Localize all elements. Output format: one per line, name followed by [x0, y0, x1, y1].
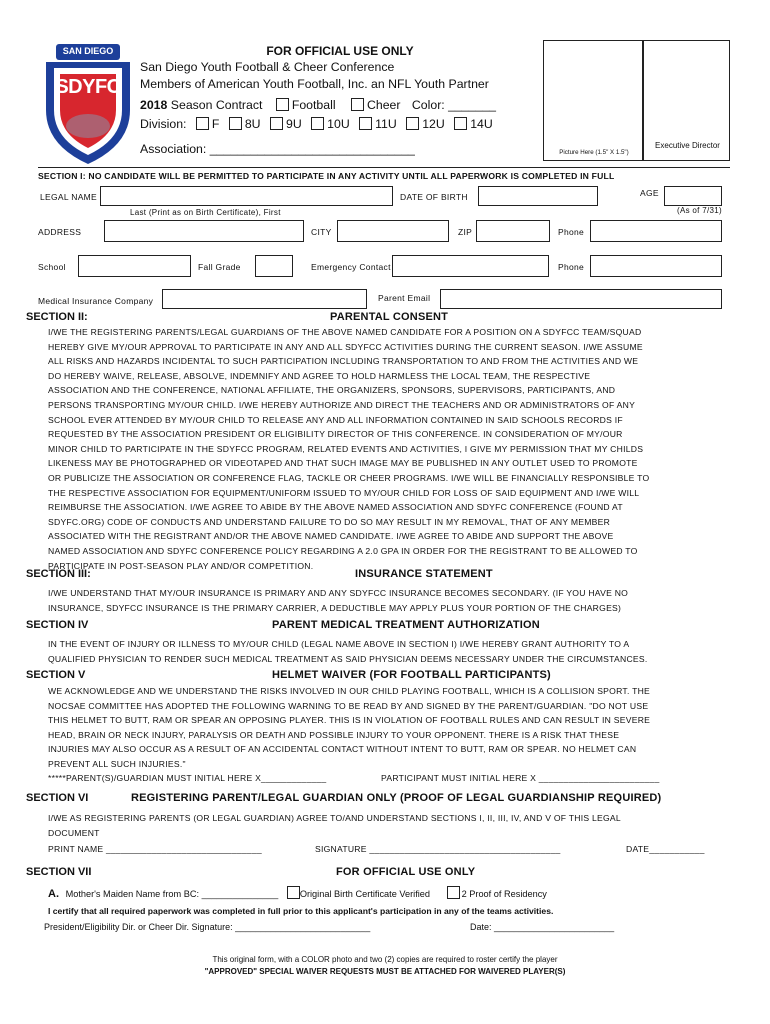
text-line: THIS HELMET TO BUTT, RAM OR SPEAR AN OPPOSING PLAYER. THIS IS IN VIOLATION OF FOOTBALL RULES AND CAN RESULT IN SEVERE — [48, 715, 651, 726]
city-input[interactable] — [337, 220, 449, 242]
dob-input[interactable] — [478, 186, 598, 206]
fall-grade-input[interactable] — [255, 255, 293, 277]
section4-text — [48, 637, 726, 666]
footer-line1: This original form, with a COLOR photo and two (2) copies are required to roster certify the player — [212, 955, 558, 964]
section4-title: PARENT MEDICAL TREATMENT AUTHORIZATION — [272, 619, 540, 631]
phone-input[interactable] — [590, 220, 722, 242]
division-label: Division: — [140, 117, 187, 131]
parent-email-input[interactable] — [440, 289, 722, 309]
certify-statement: I certify that all required paperwork was completed in full prior to this applicant's participation in any of the teams activities. — [48, 906, 554, 916]
text-line: ASSOCIATED WITH THE REGISTRANT AND/OR THE ABOVE NAMED CANDIDATE. I/WE AGREE TO ABIDE AND SUPPORT THE ABOVE — [48, 531, 614, 542]
division-11u-checkbox[interactable] — [359, 117, 372, 130]
conference-name: San Diego Youth Football & Cheer Conference — [140, 60, 395, 74]
football-checkbox[interactable] — [276, 98, 289, 111]
section3-label: SECTION III: — [26, 568, 91, 580]
phone-label: Phone — [558, 227, 585, 237]
section1-heading: SECTION I: NO CANDIDATE WILL BE PERMITTED TO PARTICIPATE IN ANY ACTIVITY UNTIL ALL PAPERWORK IS COMPLETED IN FULL — [38, 171, 615, 181]
text-line: DOCUMENT — [48, 827, 100, 838]
picture-box[interactable] — [543, 40, 643, 161]
text-line: INSURANCE, SDYFCC INSURANCE IS THE PRIMARY CARRIER, A DEDUCTIBLE MAY APPLY PLUS YOUR PORTION OF THE CHARGES) — [48, 602, 622, 613]
section6-text — [48, 811, 726, 840]
maiden-name-field[interactable]: Mother's Maiden Name from BC: _______________ — [65, 889, 279, 899]
color-field[interactable]: Color: _______ — [411, 98, 496, 112]
age-input[interactable] — [664, 186, 722, 206]
division-8u-label: 8U — [244, 117, 261, 131]
text-line: ASSOCIATION AND THE CONFERENCE, NATIONAL AFFILIATE, THE ORGANIZERS, SPONSORS, SUPERVISORS, PARTICIPANTS, AND — [48, 385, 616, 396]
division-14u-checkbox[interactable] — [454, 117, 467, 130]
section7-label: SECTION VII — [26, 866, 92, 878]
division-8u-checkbox[interactable] — [229, 117, 242, 130]
text-line: PARTICIPATE IN POST-SEASON PLAY AND/OR COMPETITION. — [48, 560, 314, 571]
footer-line2: "APPROVED" SPECIAL WAIVER REQUESTS MUST BE ATTACHED FOR WAIVERED PLAYER(S) — [204, 967, 566, 976]
section2-label: SECTION II: — [26, 311, 88, 323]
text-line: HEAD, BRAIN OR NECK INJURY, PARALYSIS OR DEATH AND POSSIBLE INJURY TO YOUR OPPONENT. THERE IS A RISK THAT THESE — [48, 729, 620, 740]
section2-title: PARENTAL CONSENT — [330, 311, 449, 323]
division-f-label: F — [211, 117, 220, 131]
text-line: I/WE UNDERSTAND THAT MY/OUR INSURANCE IS PRIMARY AND ANY SDYFCC INSURANCE BECOMES SECONDARY. (IF YOU HAVE NO — [48, 588, 629, 598]
text-line: HEREBY GIVE MY/OUR APPROVAL TO PARTICIPATE IN ANY AND ALL SDYFCC ACTIVITIES DURING THE CURRENT SEASON. I/WE ASSUME — [48, 341, 643, 352]
school-label: School — [38, 262, 66, 272]
section6-title: REGISTERING PARENT/LEGAL GUARDIAN ONLY (PROOF OF LEGAL GUARDIANSHIP REQUIRED) — [131, 792, 662, 804]
season-contract-row — [140, 98, 496, 112]
division-10u-label: 10U — [327, 117, 350, 131]
text-line: PERSONS TRANSPORTING MY/OUR CHILD. I/WE HEREBY AUTHORIZE AND DIRECT THE TEACHERS AND OR ADMINISTRATORS OF ANY — [48, 399, 636, 410]
cheer-label: Cheer — [366, 98, 401, 112]
section7-row-a — [48, 886, 547, 900]
division-10u-checkbox[interactable] — [311, 117, 324, 130]
dob-label: DATE OF BIRTH — [400, 192, 468, 202]
section5-label: SECTION V — [26, 669, 86, 681]
address-label: ADDRESS — [38, 227, 82, 237]
division-12u-label: 12U — [422, 117, 445, 131]
division-9u-checkbox[interactable] — [270, 117, 283, 130]
text-line: NOCSAE COMMITTEE HAS ADOPTED THE FOLLOWING WARNING TO BE READ BY AND SIGNED BY THE PARENT/GUARDIAN. "DO NOT USE — [48, 700, 649, 711]
logo-main-text: SDYFC — [55, 76, 121, 98]
division-12u-checkbox[interactable] — [406, 117, 419, 130]
section7-date-field[interactable]: Date: ________________________ — [470, 922, 615, 932]
section6-label: SECTION VI — [26, 792, 89, 804]
division-14u-label: 14U — [470, 117, 493, 131]
parent-initial-field[interactable]: *****PARENT(S)/GUARDIAN MUST INITIAL HERE X_____________ — [48, 773, 327, 783]
signature-field[interactable]: SIGNATURE ______________________________________ — [315, 844, 561, 854]
date-field[interactable]: DATE___________ — [626, 844, 705, 854]
medical-insurance-label: Medical Insurance Company — [38, 296, 154, 306]
official-use-header: FOR OFFICIAL USE ONLY — [266, 44, 414, 58]
section4-label: SECTION IV — [26, 619, 89, 631]
text-line: NAMED ASSOCIATION AND SDYFC CONFERENCE POLICY REGARDING A 2.0 GPA IN ORDER FOR THE REGISTRANT TO BE ALLOWED TO — [48, 545, 638, 556]
text-line: OR PUBLICIZE THE ASSOCIATION OR CONFERENCE FLAG, TACKLE OR CHEER PROGRAMS. I/WE WILL BE FINANCIALLY RESPONSIBLE TO — [48, 472, 650, 483]
season-contract-label: Season Contract — [170, 98, 263, 112]
cheer-checkbox[interactable] — [351, 98, 364, 111]
text-line: QUALIFIED PHYSICIAN TO RENDER SUCH MEDICAL TREATMENT AS SAID PHYSICIAN DEEMS NECESSARY UNDER THE CIRCUMSTANCES. — [48, 653, 648, 664]
text-line: ALL RISKS AND HAZARDS INCIDENTAL TO SUCH PARTICIPATION INCLUDING TRANSPORTATION TO AND FROM THE ACTIVITIES AND WE — [48, 356, 639, 367]
birth-cert-label: Original Birth Certificate Verified — [299, 889, 431, 899]
proof-residency-checkbox[interactable] — [447, 886, 460, 899]
zip-input[interactable] — [476, 220, 550, 242]
section5-text — [48, 684, 726, 772]
legal-name-input[interactable] — [100, 186, 393, 206]
medical-insurance-input[interactable] — [162, 289, 367, 309]
president-signature-field[interactable]: President/Eligibility Dir. or Cheer Dir. Signature: ___________________________ — [44, 922, 371, 932]
executive-director-label: Executive Director — [655, 141, 720, 150]
section2-text — [48, 325, 726, 573]
age-label: AGE — [640, 188, 659, 198]
parent-email-label: Parent Email — [378, 293, 431, 303]
proof-residency-label: 2 Proof of Residency — [461, 889, 547, 899]
emergency-contact-input[interactable] — [392, 255, 549, 277]
text-line: MINOR CHILD TO PARTICIPATE IN THE SDYFCC PROGRAM, RELATED EVENTS AND ACTIVITIES, I GIVE MY PERMISSION THAT MY CHILDS — [48, 443, 644, 454]
shield-logo-icon — [38, 40, 138, 168]
association-field[interactable]: Association: ______________________________ — [140, 142, 415, 156]
text-line: REQUESTED BY THE ASSOCIATION PRESIDENT OR ELIGIBILITY DIRECTOR OF THIS CONFERENCE. IN CONSIDERATION OF MY/OUR — [48, 429, 623, 440]
phone2-input[interactable] — [590, 255, 722, 277]
birth-cert-checkbox[interactable] — [287, 886, 300, 899]
text-line: WE ACKNOWLEDGE AND WE UNDERSTAND THE RISKS INVOLVED IN OUR CHILD PLAYING FOOTBALL, WHICH IS A COLLISION SPORT. THE — [48, 686, 651, 696]
text-line: PREVENT ALL SUCH INJURIES." — [48, 758, 186, 769]
text-line: LIKENESS MAY BE PHOTOGRAPHED OR VIDEOTAPED AND THAT SUCH IMAGE MAY BE PUBLISHED IN ANY OUTLET USED TO PROMOTE — [48, 458, 638, 469]
city-label: CITY — [311, 227, 332, 237]
section3-title: INSURANCE STATEMENT — [355, 568, 493, 580]
text-line: IN THE EVENT OF INJURY OR ILLNESS TO MY/OUR CHILD (LEGAL NAME ABOVE IN SECTION I) I/WE HEREBY GRANT AUTHORITY TO A — [48, 639, 630, 649]
football-label: Football — [291, 98, 336, 112]
emergency-contact-label: Emergency Contact — [311, 262, 391, 272]
zip-label: ZIP — [458, 227, 473, 237]
text-line: INJURIES MAY ALSO OCCUR AS A RESULT OF AN ACCIDENTAL CONTACT WITHOUT INTENT TO BUTT, RAM OR SPEAR. NO HELMET CAN — [48, 744, 637, 755]
season-year: 2018 — [140, 98, 168, 112]
as-of-label: (As of 7/31) — [677, 206, 722, 215]
text-line: REIMBURSE THE ASSOCIATION. I/WE AGREE TO ABIDE BY THE ABOVE NAMED ASSOCIATION AND SDYFC CONFERENCE (FOUND AT — [48, 502, 623, 513]
text-line: DO HEREBY WAIVE, RELEASE, ABSOLVE, INDEMNIFY AND AGREE TO HOLD HARMLESS THE LOCAL TEAM, THE RESPECTIVE — [48, 370, 591, 381]
division-f-checkbox[interactable] — [196, 117, 209, 130]
sdyfc-logo — [38, 40, 138, 168]
text-line: I/WE AS REGISTERING PARENTS (OR LEGAL GUARDIAN) AGREE TO/AND UNDERSTAND SECTIONS I, II, III, IV, AND V OF THIS LEGAL — [48, 813, 621, 823]
executive-director-box[interactable] — [643, 40, 730, 161]
school-input[interactable] — [78, 255, 191, 277]
participant-initial-field[interactable]: PARTICIPANT MUST INITIAL HERE X ________________________ — [381, 773, 660, 783]
fall-grade-label: Fall Grade — [198, 262, 241, 272]
text-line: SDYFC.ORG) CODE OF CONDUCTS AND UNDERSTAND FAILURE TO DO SO MAY RESULT IN MY REMOVAL, THAT OF ANY MEMBER — [48, 516, 611, 527]
membership-line: Members of American Youth Football, Inc. an NFL Youth Partner — [140, 77, 489, 91]
phone2-label: Phone — [558, 262, 585, 272]
legal-name-label: LEGAL NAME — [40, 192, 98, 202]
text-line: SCHOOL EVER ATTENDED BY MY/OUR CHILD TO RELEASE ANY AND ALL INFORMATION CONTAINED IN SAID SCHOOLS RECORDS IF — [48, 414, 623, 425]
header-divider — [38, 167, 730, 168]
text-line: I/WE THE REGISTERING PARENTS/LEGAL GUARDIANS OF THE ABOVE NAMED CANDIDATE FOR A POSITION ON A SDYFCC TEAM/SQUAD — [48, 327, 642, 337]
name-hint: Last (Print as on Birth Certificate), First — [130, 208, 281, 217]
print-name-field[interactable]: PRINT NAME _______________________________ — [48, 844, 262, 854]
section5-title: HELMET WAIVER (FOR FOOTBALL PARTICIPANTS) — [272, 669, 551, 681]
picture-here-label: Picture Here (1.5" X 1.5") — [559, 149, 629, 156]
logo-top-text: SAN DIEGO — [62, 46, 114, 56]
division-row — [140, 117, 493, 131]
section3-text — [48, 586, 726, 615]
division-9u-label: 9U — [285, 117, 302, 131]
text-line: THE RESPECTIVE ASSOCIATION FOR EQUIPMENT/UNIFORM ISSUED TO MY/OUR CHILD FOR LOSS OF SAID EQUIPMENT AND I/WE WILL — [48, 487, 640, 498]
division-11u-label: 11U — [375, 117, 397, 131]
section7-title: FOR OFFICIAL USE ONLY — [336, 866, 476, 878]
address-input[interactable] — [104, 220, 304, 242]
item-a-label: A. — [48, 888, 59, 900]
